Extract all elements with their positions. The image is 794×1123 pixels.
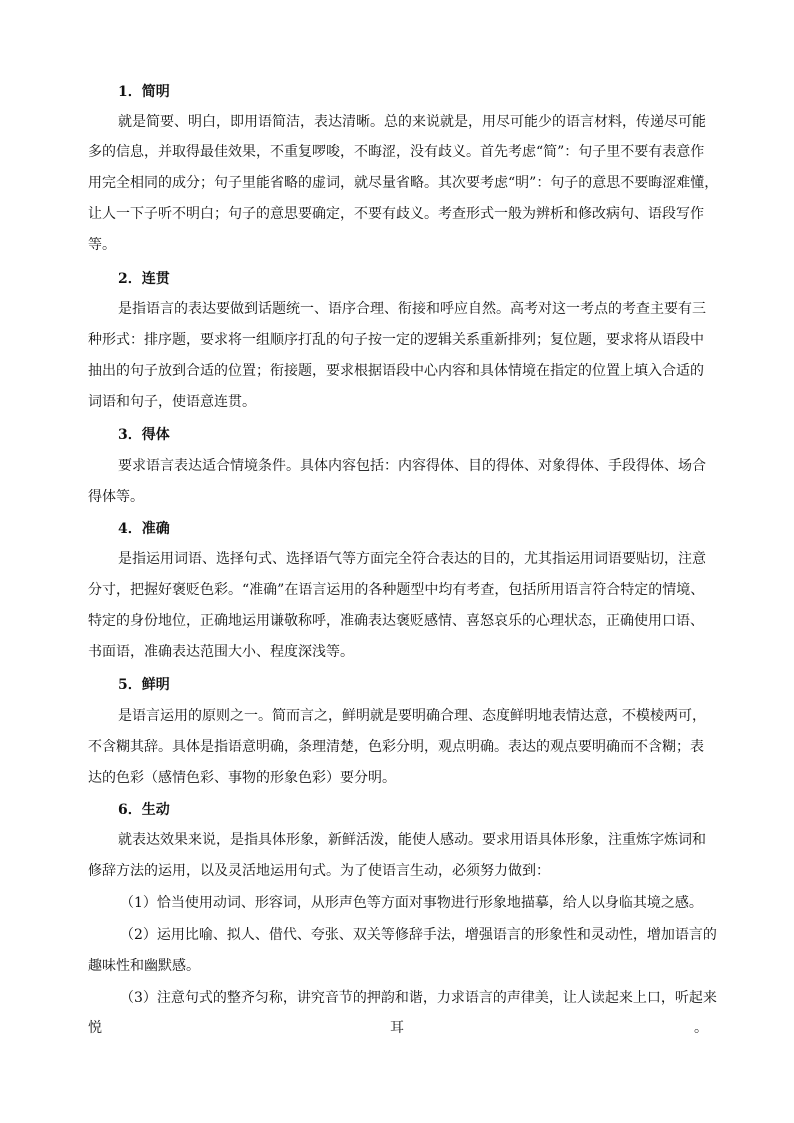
paragraph-line: 特定的身份地位，正确地运用谦敬称呼，准确表达褒贬感情、喜怒哀乐的心理状态，正确使用口语、 [88, 613, 704, 629]
paragraph-line: 就是简要、明白，即用语简洁，表达清晰。总的来说就是，用尽可能少的语言材料，传递尽可能 [118, 114, 706, 130]
paragraph-line: 修辞方法的运用，以及灵活地运用句式。为了使语言生动，必须努力做到： [88, 863, 550, 879]
paragraph-line: 让人一下子听不明白；句子的意思要确定，不要有歧义。考查形式一般为辨析和修改病句、语段写作 [88, 206, 704, 222]
paragraph-line: 种形式：排序题，要求将一组顺序打乱的句子按一定的逻辑关系重新排列；复位题，要求将从语段中 [88, 332, 704, 348]
section-heading-3: 3．得体 [118, 427, 170, 443]
paragraph-line: 多的信息，并取得最佳效果，不重复啰唆，不晦涩，没有歧义。首先考虑“简”：句子里不要有表意作 [88, 144, 705, 160]
paragraph-line: 书面语，准确表达范围大小、程度深浅等。 [88, 644, 354, 660]
paragraph-line: 是语言运用的原则之一。简而言之，鲜明就是要明确合理、态度鲜明地表情达意，不模棱两可， [118, 708, 706, 724]
list-item: （3）注意句式的整齐匀称，讲究音节的押韵和谐，力求语言的声律美，让人读起来上口，听起来 [120, 990, 717, 1006]
paragraph-line: 达的色彩（感情色彩、事物的形象色彩）要分明。 [88, 770, 396, 786]
tail-char-2: 耳 [390, 1020, 404, 1036]
section-heading-5: 5．鲜明 [118, 677, 170, 693]
paragraph-line: 是指语言的表达要做到话题统一、语序合理、衔接和呼应自然。高考对这一考点的考查主要有三 [118, 301, 706, 317]
paragraph-line: 得体等。 [88, 489, 144, 505]
list-item: （1）恰当使用动词、形容词，从形声色等方面对事物进行形象地描摹，给人以身临其境之感。 [120, 895, 703, 911]
tail-char-3: 。 [694, 1020, 708, 1036]
list-item-continuation: 趣味性和幽默感。 [88, 958, 200, 974]
paragraph-line: 词语和句子，使语意连贯。 [88, 394, 256, 410]
section-heading-1: 1．简明 [118, 84, 170, 100]
paragraph-line: 是指运用词语、选择句式、选择语气等方面完全符合表达的目的，尤其指运用词语要贴切，注意 [118, 551, 706, 567]
list-item: （2）运用比喻、拟人、借代、夸张、双关等修辞手法，增强语言的形象性和灵动性，增加语言的 [120, 927, 717, 943]
paragraph-line: 等。 [88, 237, 116, 253]
section-heading-6: 6．生动 [118, 802, 170, 818]
paragraph-line: 用完全相同的成分；句子里能省略的虚词，就尽量省略。其次要考虑“明”：句子的意思不要晦涩难懂， [88, 175, 719, 191]
paragraph-line: 分寸，把握好褒贬色彩。“准确”在语言运用的各种题型中均有考查，包括所用语言符合特定的情境、 [88, 582, 705, 598]
tail-char-1: 悦 [88, 1020, 102, 1036]
paragraph-line: 要求语言表达适合情境条件。具体内容包括：内容得体、目的得体、对象得体、手段得体、场合 [118, 458, 706, 474]
paragraph-line: 不含糊其辞。具体是指语意明确，条理清楚，色彩分明，观点明确。表达的观点要明确而不含糊；表 [88, 739, 704, 755]
section-heading-2: 2．连贯 [118, 271, 170, 287]
paragraph-line: 就表达效果来说，是指具体形象，新鲜活泼，能使人感动。要求用语具体形象，注重炼字炼词和 [118, 832, 706, 848]
paragraph-line: 抽出的句子放到合适的位置；衔接题，要求根据语段中心内容和具体情境在指定的位置上填入合适的 [88, 363, 704, 379]
section-heading-4: 4．准确 [118, 521, 170, 537]
